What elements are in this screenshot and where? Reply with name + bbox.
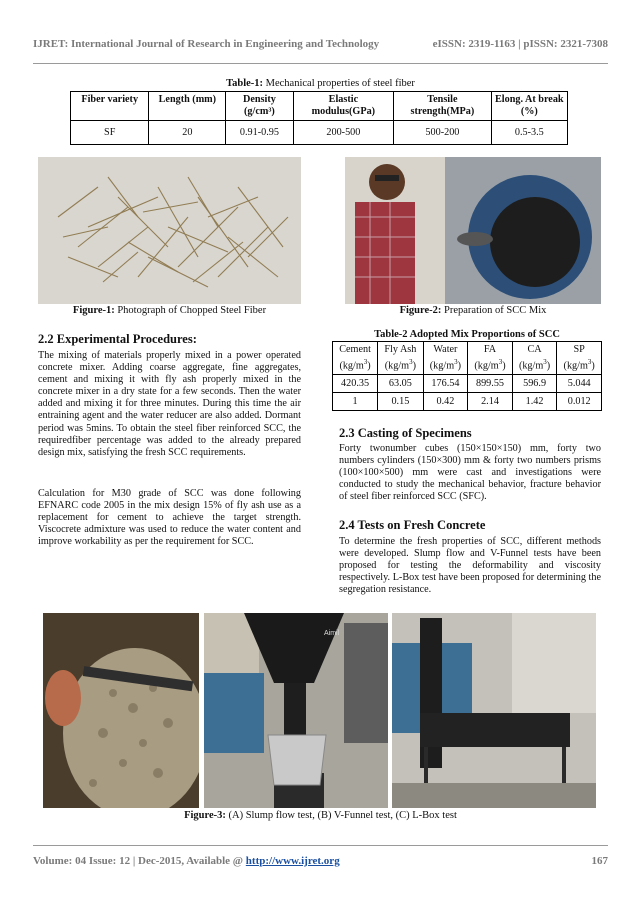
page-number: 167 [591, 855, 608, 867]
figure3-caption: Figure-3: (A) Slump flow test, (B) V-Funnel test, (C) L-Box test [184, 810, 457, 821]
section-heading: 2.4 Tests on Fresh Concrete [339, 518, 486, 532]
running-footer [33, 855, 608, 867]
table2-cell: 0.15 [378, 393, 424, 411]
table1-cell: 200-500 [293, 121, 394, 145]
journal-link[interactable]: http://www.ijret.org [245, 855, 340, 867]
table1-row [71, 121, 568, 145]
table2-cell: 63.05 [378, 375, 424, 393]
footer-volume: Volume: 04 Issue: 12 | Dec-2015, Available @ http://www.ijret.org [33, 855, 340, 867]
table1-cell: 0.91-0.95 [226, 121, 293, 145]
table2-header-cell: Fly Ash $(kg/m^3)$ [378, 342, 424, 375]
section-heading: 2.3 Casting of Specimens [339, 426, 472, 440]
table1-cell: SF [71, 121, 149, 145]
funnel-brand-label: Aimil [324, 630, 340, 637]
table2 [332, 341, 602, 411]
table2-cell: 0.012 [557, 393, 602, 411]
table2-cell: 0.42 [423, 393, 468, 411]
section-heading: 2.2 Experimental Procedures: [38, 332, 197, 346]
table1-header-cell: Fiber variety [71, 92, 149, 121]
table2-header-cell: Water $(kg/m^3)$ [423, 342, 468, 375]
figure2-caption: Figure-2: Preparation of SCC Mix [399, 305, 547, 316]
table2-cell: 1 [333, 393, 378, 411]
table2-header-cell: FA $(kg/m^3)$ [468, 342, 513, 375]
footer-rule [33, 845, 608, 846]
table2-cell: 420.35 [333, 375, 378, 393]
table2-row [333, 393, 602, 411]
table2-header-cell: SP $(kg/m^3)$ [557, 342, 602, 375]
issn-text: eISSN: 2319-1163 | pISSN: 2321-7308 [432, 38, 608, 50]
table1-header-cell: Elastic modulus(GPa) [293, 92, 394, 121]
table2-cell: 1.42 [512, 393, 557, 411]
table1-header-cell: Length (mm) [149, 92, 226, 121]
table1-cell: 0.5-3.5 [491, 121, 567, 145]
scc-mix-photo [345, 157, 601, 304]
paragraph: Forty twonumber cubes (150×150×150) mm, forty two numbers cylinders (150×300) mm & forty two numbers prisms (100×100×500) mm were cast and investigations were conducted to study the mechanical behavior, fracture behavior of steel fiber reinforced SCC (SFC). [339, 443, 601, 503]
paragraph: Calculation for M30 grade of SCC was done following EFNARC code 2005 in the mix design 15% of fly ash use as a replacement for cement to achieve the target strength. Viscocrete admixture was used to reduce the water content and improve workability as per the requirement for SCC. [38, 488, 301, 548]
table1-header-row [71, 92, 568, 121]
table2-caption: Table-2 Adopted Mix Proportions of SCC [374, 329, 560, 340]
table1 [70, 91, 568, 145]
v-funnel-photo [204, 613, 388, 808]
steel-fiber-photo [38, 157, 301, 304]
table1-header-cell: Density (g/cm³) [226, 92, 293, 121]
table2-cell: 596.9 [512, 375, 557, 393]
table2-header-cell: Cement $(kg/m^3)$ [333, 342, 378, 375]
paragraph: To determine the fresh properties of SCC, different methods were developed. Slump flow and V-Funnel tests have been proposed for testing the deformability and viscosity respectively. L-Box test have been proposed for determining the segregation resistance. [339, 536, 601, 596]
running-header [33, 38, 608, 50]
journal-title: IJRET: International Journal of Research in Engineering and Technology [33, 38, 380, 50]
figure1-caption: Figure-1: Photograph of Chopped Steel Fiber [72, 305, 267, 316]
header-rule [33, 63, 608, 64]
table2-header-cell: CA $(kg/m^3)$ [512, 342, 557, 375]
table1-caption: Table-1: Mechanical properties of steel fiber [226, 78, 415, 89]
table2-cell: 176.54 [423, 375, 468, 393]
table1-cell: 500-200 [394, 121, 491, 145]
table1-header-cell: Tensile strength(MPa) [394, 92, 491, 121]
table2-header-row [333, 342, 602, 375]
table2-cell: 2.14 [468, 393, 513, 411]
table2-cell: 899.55 [468, 375, 513, 393]
table2-row [333, 375, 602, 393]
table1-header-cell: Elong. At break (%) [491, 92, 567, 121]
table2-cell: 5.044 [557, 375, 602, 393]
l-box-photo [392, 613, 596, 808]
paragraph: The mixing of materials properly mixed in a power operated concrete mixer. Adding coarse aggregate, fine aggregates, cement and mixing it with fly ash properly mixed in the concrete mixer in a dry state for a few seconds. Then the water added and mixing it for three minutes. During this time the air entraining agent and the water reducer are also added. Dormant period was 5mins. To obtain the steel fiber reinforced SCC, the requiredfiber percentage was added to the already prepared design mix, satisfying the fresh SCC requirements. [38, 350, 301, 458]
slump-flow-photo [43, 613, 199, 808]
table1-cell: 20 [149, 121, 226, 145]
